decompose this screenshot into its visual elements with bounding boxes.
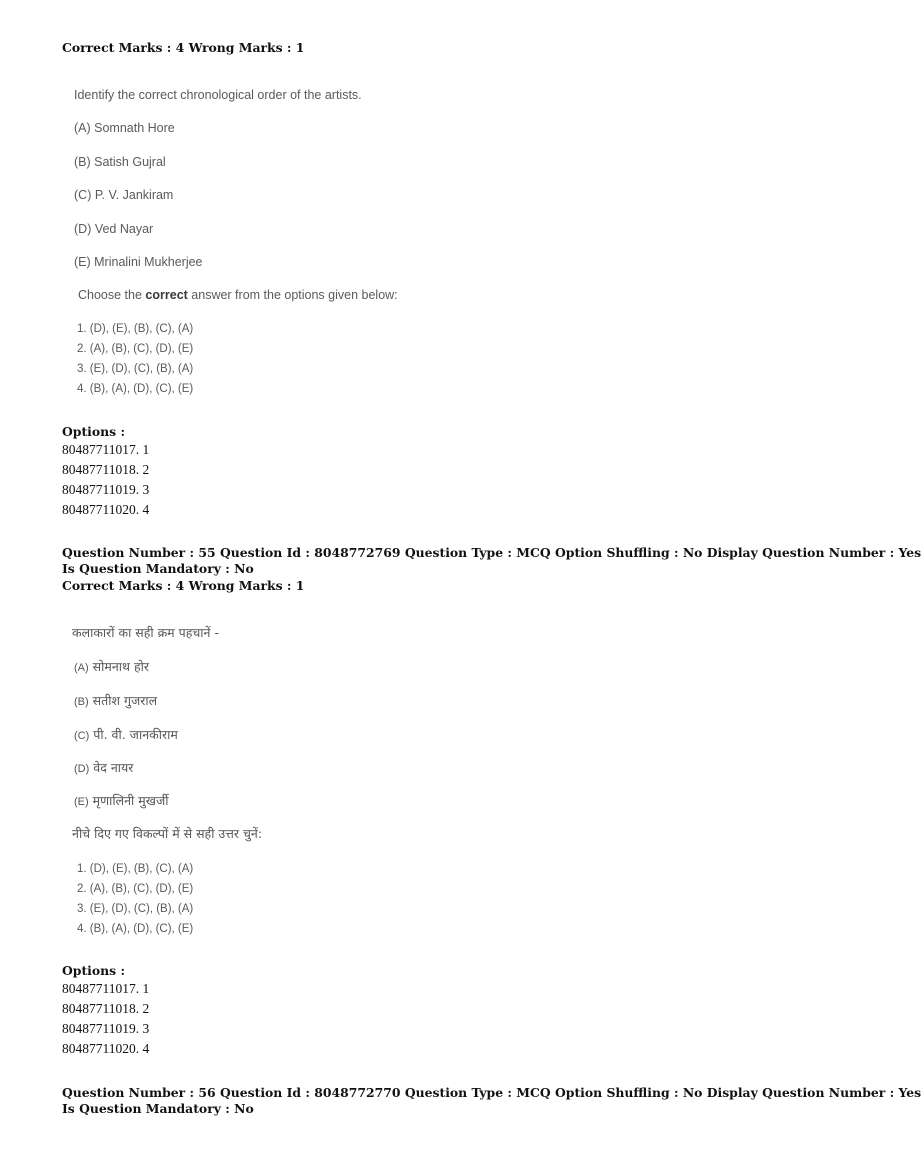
marks-line: Correct Marks : 4 Wrong Marks : 1 xyxy=(62,578,305,593)
option-row: 80487711017. 1 xyxy=(62,981,150,996)
question-mandatory: Is Question Mandatory : No xyxy=(62,1101,254,1116)
answer-choice: 2. (A), (B), (C), (D), (E) xyxy=(77,343,194,355)
list-item: (E) Mrinalini Mukherjee xyxy=(74,255,203,269)
options-label: Options : xyxy=(62,424,126,439)
question-header: Question Number : 56 Question Id : 8048772770 Question Type : MCQ Option Shuffling : No Display Question Number : Yes xyxy=(62,1085,921,1100)
question-header: Question Number : 55 Question Id : 8048772769 Question Type : MCQ Option Shuffling : No Display Question Number : Yes xyxy=(62,545,921,560)
options-label: Options : xyxy=(62,963,126,978)
answer-choice: 2. (A), (B), (C), (D), (E) xyxy=(77,883,194,895)
list-item: (A) Somnath Hore xyxy=(74,121,175,135)
question-mandatory: Is Question Mandatory : No xyxy=(62,561,254,576)
option-row: 80487711018. 2 xyxy=(62,462,150,477)
option-row: 80487711019. 3 xyxy=(62,482,150,497)
option-row: 80487711020. 4 xyxy=(62,502,150,517)
list-item: (D) वेद नायर xyxy=(74,760,134,775)
list-item: (E) मृणालिनी मुखर्जी xyxy=(74,793,169,808)
option-row: 80487711018. 2 xyxy=(62,1001,150,1016)
answer-choice: 3. (E), (D), (C), (B), (A) xyxy=(77,903,194,915)
answer-choice: 1. (D), (E), (B), (C), (A) xyxy=(77,863,194,875)
answer-choice: 4. (B), (A), (D), (C), (E) xyxy=(77,383,194,395)
question-text: Identify the correct chronological order of the artists. xyxy=(74,88,362,102)
list-item: (B) सतीश गुजराल xyxy=(74,693,158,708)
option-row: 80487711019. 3 xyxy=(62,1021,150,1036)
answer-choice: 1. (D), (E), (B), (C), (A) xyxy=(77,323,194,335)
option-row: 80487711017. 1 xyxy=(62,442,150,457)
question-text: कलाकारों का सही क्रम पहचानें - xyxy=(72,625,219,640)
answer-choice: 3. (E), (D), (C), (B), (A) xyxy=(77,363,194,375)
instruction-text: नीचे दिए गए विकल्पों में से सही उत्तर चुनें: xyxy=(72,826,263,841)
answer-choice: 4. (B), (A), (D), (C), (E) xyxy=(77,923,194,935)
list-item: (C) पी. वी. जानकीराम xyxy=(74,727,178,742)
list-item: (C) P. V. Jankiram xyxy=(74,188,174,202)
list-item: (D) Ved Nayar xyxy=(74,222,154,236)
list-item: (B) Satish Gujral xyxy=(74,155,166,169)
list-item: (A) सोमनाथ होर xyxy=(74,659,149,674)
option-row: 80487711020. 4 xyxy=(62,1041,150,1056)
instruction-text: Choose the correct answer from the options given below: xyxy=(78,288,398,302)
marks-line: Correct Marks : 4 Wrong Marks : 1 xyxy=(62,40,305,55)
